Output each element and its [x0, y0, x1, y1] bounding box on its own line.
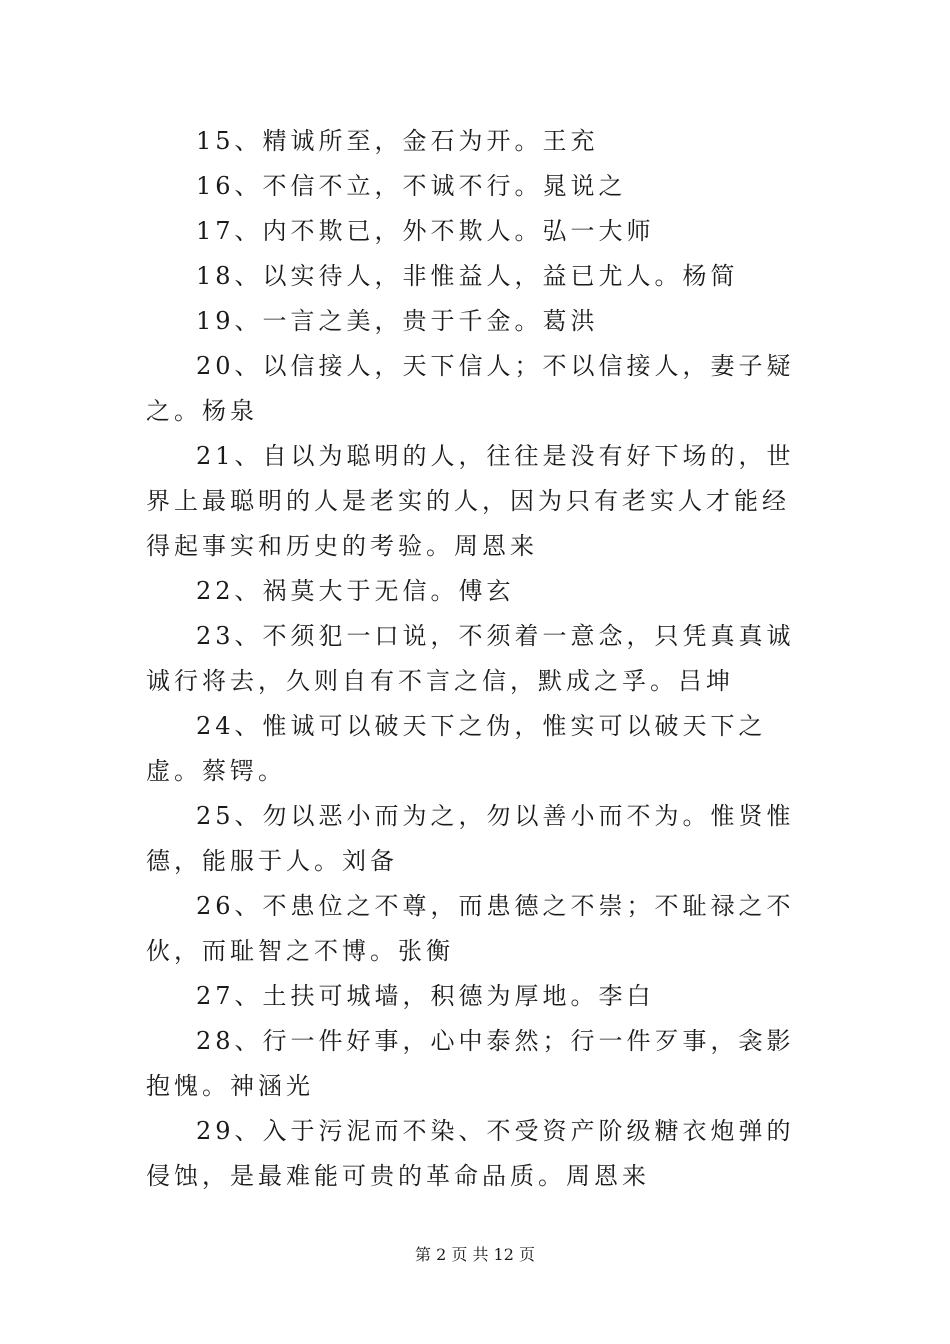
- quote-19: 19、一言之美，贵于千金。葛洪: [196, 307, 599, 335]
- quote-18: 18、以实待人，非惟益人，益已尤人。杨简: [196, 262, 739, 290]
- quote-27: 27、土扶可城墙，积德为厚地。李白: [196, 982, 655, 1010]
- quote-26: 26、不患位之不尊，而患德之不崇；不耻禄之不伙，而耻智之不博。张衡: [146, 892, 795, 965]
- quote-23: 23、不须犯一口说，不须着一意念，只凭真真诚诚行将去，久则自有不言之信，默成之孚。吕坤: [146, 622, 795, 695]
- quote-25: 25、勿以恶小而为之，勿以善小而不为。惟贤惟德，能服于人。刘备: [146, 802, 795, 875]
- quote-24: 24、惟诚可以破天下之伪，惟实可以破天下之虚。蔡锷。: [146, 712, 767, 785]
- quote-list: [146, 119, 814, 1199]
- quote-17: 17、内不欺已，外不欺人。弘一大师: [196, 217, 655, 245]
- page-number-footer: 第 2 页 共 12 页: [415, 1245, 535, 1264]
- quote-29: 29、入于污泥而不染、不受资产阶级糖衣炮弹的侵蚀，是最难能可贵的革命品质。周恩来: [146, 1117, 795, 1190]
- quote-20: 20、以信接人，天下信人；不以信接人，妻子疑之。杨泉: [146, 352, 795, 425]
- quote-16: 16、不信不立，不诚不行。晁说之: [196, 172, 627, 200]
- quote-21: 21、自以为聪明的人，往往是没有好下场的，世界上最聪明的人是老实的人，因为只有老实人才能经得起事实和历史的考验。周恩来: [146, 442, 795, 560]
- quote-15: 15、精诚所至，金石为开。王充: [196, 127, 599, 155]
- quote-28: 28、行一件好事，心中泰然；行一件歹事，衾影抱愧。神涵光: [146, 1027, 795, 1100]
- quote-22: 22、祸莫大于无信。傅玄: [196, 577, 515, 605]
